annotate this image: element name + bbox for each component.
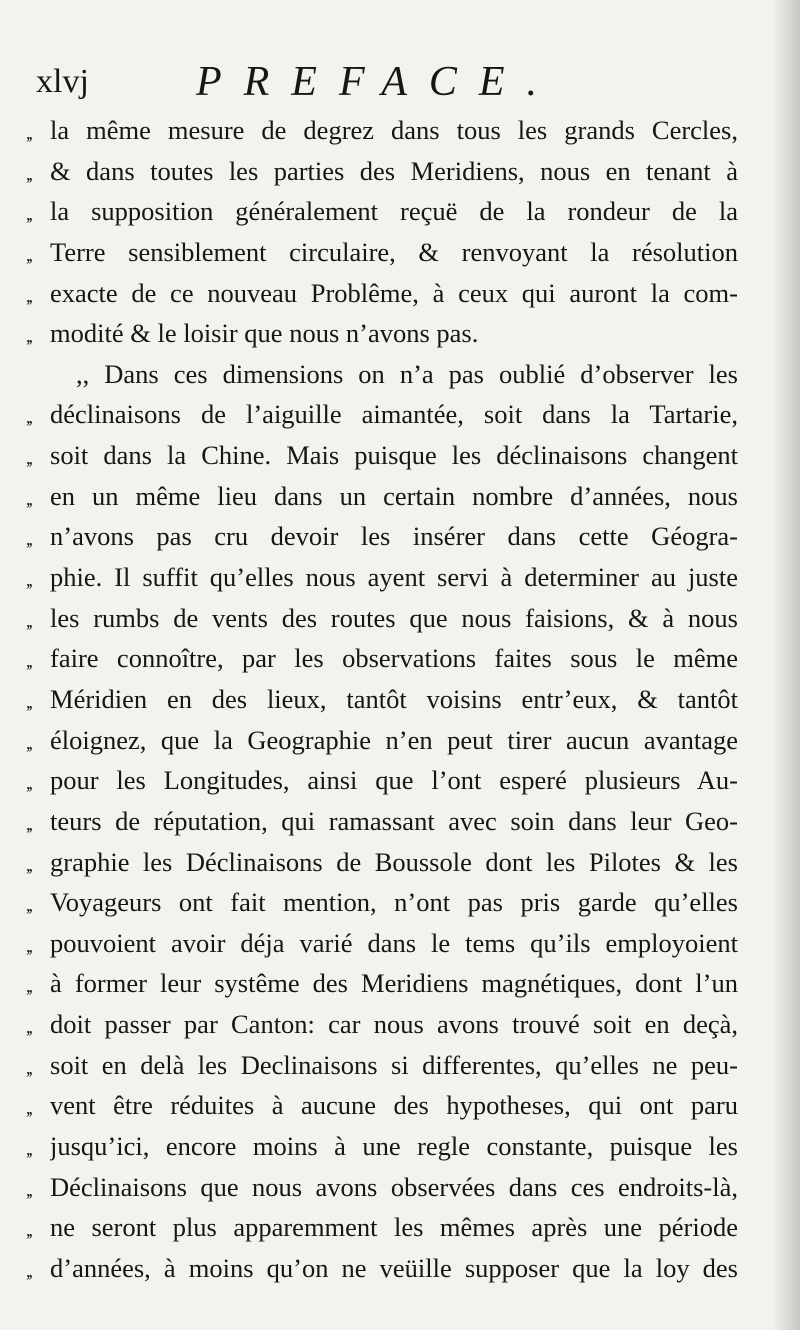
line-text: ne seront plus apparemment les mêmes après une période <box>50 1212 738 1243</box>
line-text: pour les Longitudes, ainsi que l’ont esperé plusieurs Au- <box>50 765 738 796</box>
line-text: la même mesure de degrez dans tous les grands Cercles, <box>50 115 738 145</box>
text-line <box>26 1248 738 1289</box>
line-text: la supposition généralement reçuë de la rondeur de la <box>50 196 738 227</box>
line-text: vent être réduites à aucune des hypotheses, qui ont paru <box>50 1090 738 1121</box>
quote-mark: ,, <box>26 651 31 672</box>
line-text: soit en delà les Declinaisons si differentes, qu’elles ne peu- <box>50 1049 738 1080</box>
text-line <box>26 151 738 192</box>
line-text: jusqu’ici, encore moins à une regle constante, puisque les <box>50 1131 738 1162</box>
quote-mark: ,, <box>26 1179 31 1200</box>
text-line <box>26 760 738 801</box>
line-text: graphie les Déclinaisons de Boussole dont les Pilotes & les <box>50 846 738 877</box>
text-line <box>26 273 738 314</box>
line-text: pouvoient avoir déja varié dans le tems qu’ils employoient <box>50 927 738 958</box>
line-text: les rumbs de vents des routes que nous faisions, & à nous <box>50 602 738 633</box>
line-text: n’avons pas cru devoir les insérer dans cette Géogra- <box>50 521 738 552</box>
quote-mark: ,, <box>26 123 31 143</box>
text-line <box>26 516 738 557</box>
quote-mark: ,, <box>26 895 31 916</box>
line-text: Voyageurs ont fait mention, n’ont pas pris garde qu’elles <box>50 887 738 918</box>
text-line <box>26 191 738 232</box>
text-line <box>26 882 738 923</box>
quote-mark: ,, <box>26 1017 31 1038</box>
text-line <box>26 354 738 395</box>
text-line <box>26 923 738 964</box>
page-number: xlvj <box>36 63 89 100</box>
text-line <box>26 1167 738 1208</box>
quote-mark: ,, <box>26 854 31 875</box>
text-line <box>26 720 738 761</box>
text-line <box>26 557 738 598</box>
quote-mark: ,, <box>26 732 31 753</box>
running-title: PREFACE. <box>196 59 560 105</box>
line-text: déclinaisons de l’aiguille aimantée, soit dans la Tartarie, <box>50 399 738 430</box>
text-line <box>26 598 738 639</box>
quote-mark: ,, <box>26 1139 31 1160</box>
line-text: éloignez, que la Geographie n’en peut tirer aucun avantage <box>50 724 738 755</box>
line-text: faire connoître, par les observations faites sous le même <box>50 643 738 674</box>
line-text: Méridien en des lieux, tantôt voisins entr’eux, & tantôt <box>50 683 738 714</box>
quote-mark: ,, <box>26 529 31 550</box>
line-text: teurs de réputation, qui ramassant avec soin dans leur Geo- <box>50 805 738 836</box>
quote-mark: ,, <box>26 1260 31 1281</box>
quote-mark: ,, <box>26 163 31 184</box>
quote-mark: ,, <box>26 1098 31 1119</box>
line-text: exacte de ce nouveau Problême, à ceux qui auront la com- <box>50 277 738 308</box>
text-line <box>26 1004 738 1045</box>
page-header <box>36 60 756 110</box>
quote-mark: ,, <box>26 407 31 428</box>
text-line <box>26 801 738 842</box>
quote-mark: ,, <box>26 1220 31 1241</box>
text-line <box>26 110 738 151</box>
line-text: Terre sensiblement circulaire, & renvoyant la résolution <box>50 236 738 267</box>
quote-mark: ,, <box>26 935 31 956</box>
quote-mark: ,, <box>26 326 31 347</box>
quote-mark: ,, <box>26 285 31 306</box>
body-text <box>26 110 738 1289</box>
text-line <box>26 394 738 435</box>
page-edge-shadow <box>772 0 800 1330</box>
text-line <box>26 435 738 476</box>
text-line <box>26 679 738 720</box>
quote-mark: ,, <box>26 488 31 509</box>
line-text: ,, Dans ces dimensions on n’a pas oublié d’observer les <box>76 358 738 389</box>
line-text: en un même lieu dans un certain nombre d’années, nous <box>50 480 738 511</box>
text-line <box>26 476 738 517</box>
text-line <box>26 313 738 354</box>
quote-mark: ,, <box>26 691 31 712</box>
quote-mark: ,, <box>26 610 31 631</box>
text-line <box>26 842 738 883</box>
quote-mark: ,, <box>26 570 31 591</box>
line-text: & dans toutes les parties des Meridiens, nous en tenant à <box>50 155 738 186</box>
line-text: modité & le loisir que nous n’avons pas. <box>50 318 479 349</box>
line-text: Déclinaisons que nous avons observées dans ces endroits-là, <box>50 1171 738 1202</box>
line-text: doit passer par Canton: car nous avons trouvé soit en deçà, <box>50 1009 738 1040</box>
text-line <box>26 1085 738 1126</box>
quote-mark: ,, <box>26 448 31 469</box>
line-text: à former leur systême des Meridiens magnétiques, dont l’un <box>50 968 738 999</box>
line-text: phie. Il suffit qu’elles nous ayent servi à determiner au juste <box>50 562 738 593</box>
quote-mark: ,, <box>26 813 31 834</box>
text-line <box>26 232 738 273</box>
quote-mark: ,, <box>26 1057 31 1078</box>
text-line <box>26 963 738 1004</box>
text-line <box>26 1126 738 1167</box>
text-line <box>26 1045 738 1086</box>
quote-mark: ,, <box>26 773 31 794</box>
line-text: soit dans la Chine. Mais puisque les déclinaisons changent <box>50 440 738 471</box>
line-text: d’années, à moins qu’on ne veüille supposer que la loy des <box>50 1252 738 1283</box>
text-line <box>26 1207 738 1248</box>
text-line <box>26 638 738 679</box>
quote-mark: ,, <box>26 976 31 997</box>
quote-mark: ,, <box>26 244 31 265</box>
quote-mark: ,, <box>26 204 31 225</box>
